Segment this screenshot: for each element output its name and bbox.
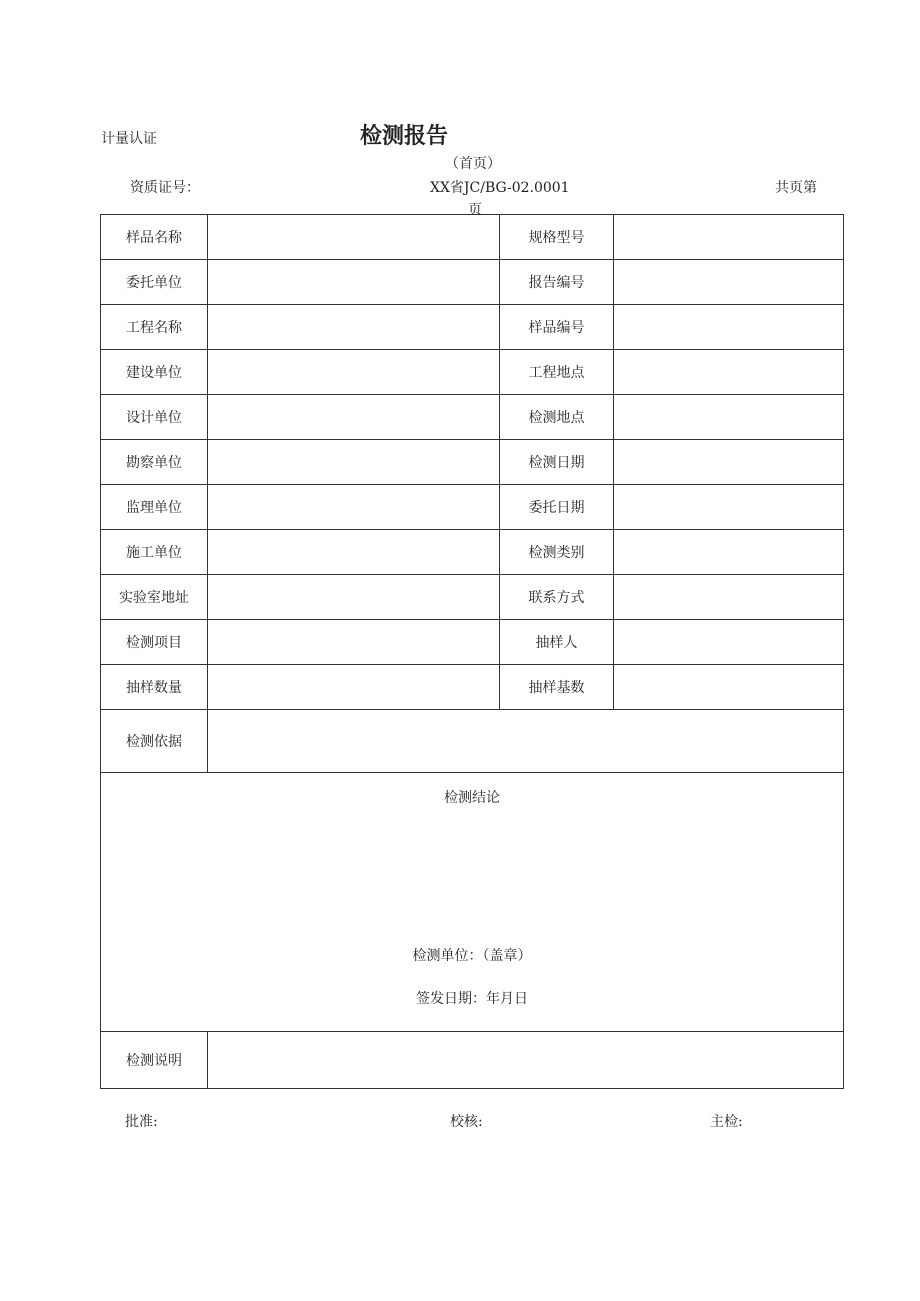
field-value[interactable]	[614, 395, 844, 440]
page-count-label-cont: 页	[468, 202, 482, 218]
field-label: 设计单位	[101, 395, 208, 440]
field-value[interactable]	[614, 305, 844, 350]
field-label: 样品名称	[101, 215, 208, 260]
form-row	[101, 485, 844, 530]
field-value[interactable]	[208, 260, 500, 305]
qualification-label: 资质证号：	[130, 180, 200, 196]
basis-row	[101, 710, 844, 773]
conclusion-cell[interactable]	[101, 773, 844, 1032]
form-row	[101, 395, 844, 440]
field-value[interactable]	[208, 395, 500, 440]
field-label: 抽样人	[500, 620, 614, 665]
form-row	[101, 575, 844, 620]
field-value[interactable]	[208, 620, 500, 665]
field-value[interactable]	[614, 485, 844, 530]
field-label: 检测项目	[101, 620, 208, 665]
conclusion-unit-stamp: 检测单位：（盖章）	[412, 948, 532, 964]
form-row	[101, 260, 844, 305]
form-row	[101, 440, 844, 485]
field-label: 抽样基数	[500, 665, 614, 710]
conclusion-row	[101, 773, 844, 1032]
form-row	[101, 665, 844, 710]
field-label: 样品编号	[500, 305, 614, 350]
field-label: 检测日期	[500, 440, 614, 485]
field-label: 规格型号	[500, 215, 614, 260]
field-label: 报告编号	[500, 260, 614, 305]
review-label: 校核:	[450, 1114, 483, 1130]
field-value[interactable]	[208, 305, 500, 350]
field-value[interactable]	[208, 440, 500, 485]
field-label: 委托日期	[500, 485, 614, 530]
field-value[interactable]	[208, 485, 500, 530]
remark-row	[101, 1032, 844, 1089]
field-value[interactable]	[208, 575, 500, 620]
field-value[interactable]	[614, 440, 844, 485]
field-label: 实验室地址	[101, 575, 208, 620]
cert-label: 计量认证	[101, 131, 157, 147]
conclusion-issue-date: 签发日期：年月日	[416, 991, 528, 1007]
conclusion-title: 检测结论	[444, 790, 500, 806]
field-label: 检测地点	[500, 395, 614, 440]
form-row	[101, 305, 844, 350]
field-value[interactable]	[614, 260, 844, 305]
field-label: 监理单位	[101, 485, 208, 530]
field-label: 施工单位	[101, 530, 208, 575]
remark-value[interactable]	[208, 1032, 844, 1089]
field-value[interactable]	[208, 530, 500, 575]
field-label: 联系方式	[500, 575, 614, 620]
field-label: 建设单位	[101, 350, 208, 395]
form-row	[101, 620, 844, 665]
field-label: 工程名称	[101, 305, 208, 350]
field-value[interactable]	[208, 350, 500, 395]
field-value[interactable]	[614, 530, 844, 575]
field-value[interactable]	[614, 215, 844, 260]
field-value[interactable]	[208, 215, 500, 260]
form-row	[101, 530, 844, 575]
field-value[interactable]	[208, 665, 500, 710]
basis-label: 检测依据	[101, 710, 208, 773]
page-count-label: 共页第	[775, 180, 817, 196]
basis-value[interactable]	[208, 710, 844, 773]
form-row	[101, 215, 844, 260]
field-value[interactable]	[614, 350, 844, 395]
field-label: 抽样数量	[101, 665, 208, 710]
field-label: 工程地点	[500, 350, 614, 395]
report-code: XX省JC/BG-02.0001	[430, 180, 570, 196]
report-subtitle: （首页）	[445, 156, 501, 172]
field-value[interactable]	[614, 575, 844, 620]
field-label: 委托单位	[101, 260, 208, 305]
approve-label: 批准:	[125, 1114, 158, 1130]
report-form	[100, 214, 844, 1089]
remark-label: 检测说明	[101, 1032, 208, 1089]
form-row	[101, 350, 844, 395]
field-label: 检测类别	[500, 530, 614, 575]
field-label: 勘察单位	[101, 440, 208, 485]
field-value[interactable]	[614, 620, 844, 665]
report-title: 检测报告	[360, 124, 449, 149]
field-value[interactable]	[614, 665, 844, 710]
inspector-label: 主检:	[710, 1114, 743, 1130]
